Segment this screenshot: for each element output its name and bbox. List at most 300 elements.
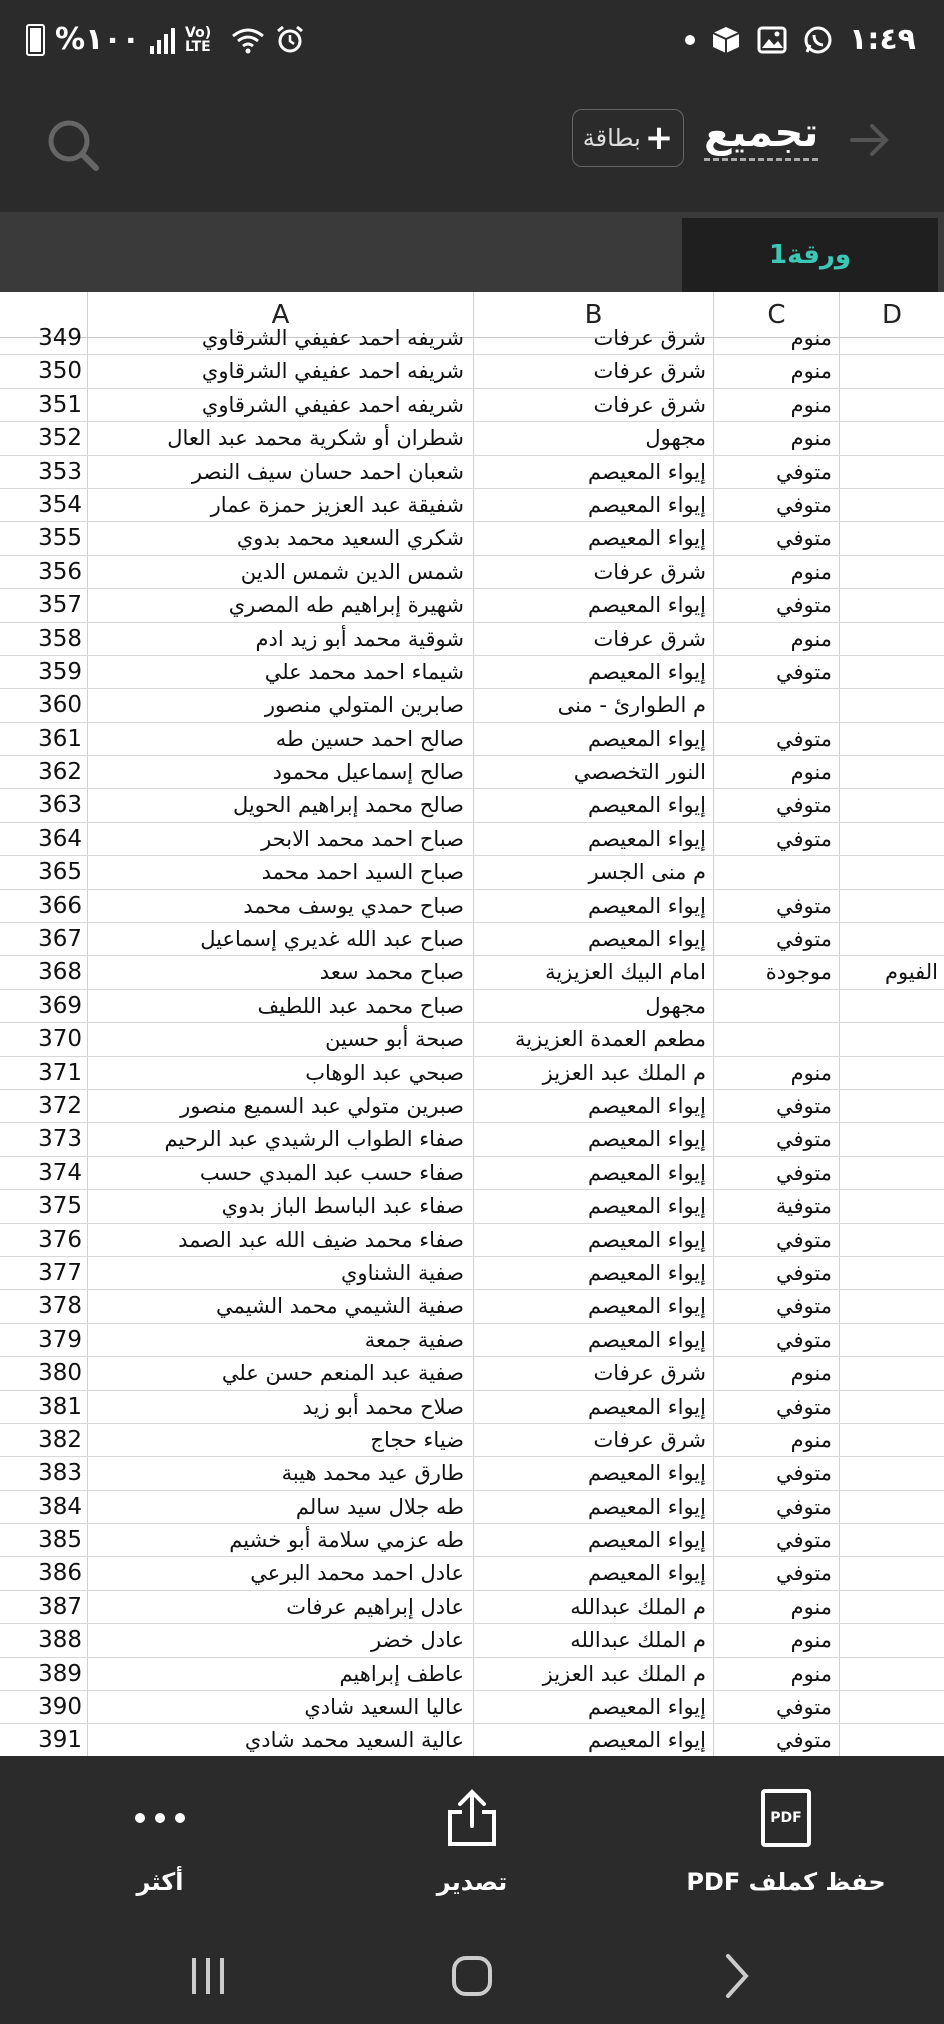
cell-c[interactable]: منوم — [790, 1361, 832, 1386]
cell-a[interactable]: صبرين متولي عبد السميع منصور — [180, 1093, 464, 1118]
cell-a[interactable]: صالح محمد إبراهيم الحويل — [232, 793, 464, 818]
card-button-label: بطاقة — [582, 124, 641, 152]
row-number[interactable]: 389 — [38, 1660, 82, 1687]
table-row[interactable] — [0, 1491, 944, 1524]
table-row[interactable] — [0, 1090, 944, 1123]
cell-d[interactable] — [840, 1491, 944, 1524]
cell-a[interactable]: صفية الشناوي — [340, 1260, 464, 1285]
table-row[interactable] — [0, 456, 944, 489]
cell-c[interactable]: متوفي — [776, 1260, 832, 1285]
cell-a[interactable]: صلاح محمد أبو زيد — [302, 1394, 464, 1419]
cell-d[interactable] — [840, 1157, 944, 1190]
cell-a[interactable]: صالح احمد حسين طه — [275, 726, 464, 751]
table-row[interactable] — [0, 623, 944, 656]
cell-c[interactable]: منوم — [790, 559, 832, 584]
cell-b[interactable]: إيواء المعيصم — [588, 526, 706, 551]
cell-a[interactable]: صبحة أبو حسين — [325, 1027, 464, 1052]
cell-b[interactable]: إيواء المعيصم — [588, 1394, 706, 1419]
cell-c[interactable]: متوفي — [776, 1294, 832, 1319]
cell-c[interactable]: متوفي — [776, 1227, 832, 1252]
cell-c[interactable] — [714, 856, 838, 889]
row-number[interactable]: 368 — [38, 959, 82, 986]
table-row[interactable] — [0, 1157, 944, 1190]
cell-c[interactable]: متوفي — [776, 1327, 832, 1352]
cell-d[interactable] — [840, 1591, 944, 1624]
row-number[interactable]: 360 — [38, 692, 82, 719]
document-title[interactable]: تجميع — [704, 110, 818, 161]
cell-a[interactable]: عاليا السعيد شادي — [304, 1695, 464, 1720]
table-row[interactable] — [0, 1324, 944, 1357]
cell-a[interactable]: شكري السعيد محمد بدوي — [236, 526, 464, 551]
table-row[interactable] — [0, 1224, 944, 1257]
cell-b[interactable]: إيواء المعيصم — [588, 1461, 706, 1486]
table-row[interactable] — [0, 1557, 944, 1590]
row-number[interactable]: 350 — [38, 358, 82, 385]
cell-b[interactable]: إيواء المعيصم — [588, 459, 706, 484]
cell-b[interactable]: م الملك عبد العزيز — [542, 1661, 706, 1686]
cell-a[interactable]: صباح السيد احمد محمد — [261, 860, 464, 885]
cell-a[interactable]: شيماء احمد محمد علي — [264, 659, 464, 684]
table-row[interactable] — [0, 1057, 944, 1090]
plus-icon: + — [644, 118, 674, 158]
cell-b[interactable]: إيواء المعيصم — [588, 1194, 706, 1219]
cell-d[interactable] — [840, 856, 944, 889]
row-number[interactable]: 371 — [38, 1059, 82, 1086]
cell-d[interactable] — [840, 1724, 944, 1756]
cell-a[interactable]: صباح عبد الله غديري إسماعيل — [200, 927, 464, 952]
table-row[interactable] — [0, 723, 944, 756]
cell-d[interactable] — [840, 1324, 944, 1357]
cell-c[interactable]: منوم — [790, 426, 832, 451]
row-number[interactable]: 380 — [38, 1360, 82, 1387]
cell-b[interactable]: إيواء المعيصم — [588, 1127, 706, 1152]
cell-c[interactable]: متوفي — [776, 893, 832, 918]
cell-a[interactable]: شفيقة عبد العزيز حمزة عمار — [210, 492, 464, 517]
row-number[interactable]: 381 — [38, 1393, 82, 1420]
cell-c[interactable]: متوفي — [776, 1494, 832, 1519]
table-row[interactable] — [0, 1424, 944, 1457]
table-row[interactable] — [0, 756, 944, 789]
table-row[interactable] — [0, 389, 944, 422]
toolbar — [0, 88, 944, 212]
cell-c[interactable]: متوفي — [776, 492, 832, 517]
cell-b[interactable]: شرق عرفات — [593, 559, 706, 584]
cell-d[interactable] — [840, 1457, 944, 1490]
row-number[interactable]: 352 — [38, 425, 82, 452]
row-number[interactable]: 369 — [38, 992, 82, 1019]
cell-c[interactable]: متوفي — [776, 1528, 832, 1553]
table-row[interactable] — [0, 890, 944, 923]
table-row[interactable] — [0, 556, 944, 589]
cell-b[interactable]: إيواء المعيصم — [588, 1260, 706, 1285]
cell-c[interactable]: متوفي — [776, 1160, 832, 1185]
status-bar — [0, 0, 944, 88]
cell-b[interactable]: م الملك عبد العزيز — [542, 1060, 706, 1085]
table-row[interactable] — [0, 789, 944, 822]
table-row[interactable] — [0, 589, 944, 622]
cell-d[interactable] — [840, 990, 944, 1023]
column-header-b[interactable]: B — [474, 292, 714, 338]
status-right — [685, 22, 916, 57]
cell-d[interactable] — [840, 823, 944, 856]
table-row[interactable] — [0, 522, 944, 555]
cell-c[interactable]: متوفي — [776, 927, 832, 952]
cell-b[interactable]: إيواء المعيصم — [588, 492, 706, 517]
cell-d[interactable] — [840, 389, 944, 422]
cell-a[interactable]: عادل خضر — [371, 1628, 464, 1653]
cell-c[interactable]: متوفي — [776, 826, 832, 851]
cell-d[interactable] — [840, 1290, 944, 1323]
sheet-rows — [0, 322, 944, 1756]
row-number[interactable]: 377 — [38, 1259, 82, 1286]
table-row[interactable] — [0, 923, 944, 956]
table-row[interactable] — [0, 990, 944, 1023]
row-number[interactable]: 367 — [38, 926, 82, 953]
export-button[interactable] — [362, 1786, 582, 1916]
row-number[interactable]: 351 — [38, 391, 82, 418]
tab-sheet-1[interactable]: ورقة1 — [682, 218, 938, 292]
cell-a[interactable]: صباح احمد محمد الابحر — [261, 826, 464, 851]
cell-a[interactable]: شريفه احمد عفيفي الشرقاوي — [201, 326, 464, 350]
cell-d[interactable] — [840, 422, 944, 455]
cell-d[interactable] — [840, 789, 944, 822]
cell-c[interactable]: متوفي — [776, 1127, 832, 1152]
cell-c[interactable]: منوم — [790, 1427, 832, 1452]
row-number[interactable]: 353 — [38, 458, 82, 485]
cell-a[interactable]: صفاء عبد الباسط الباز بدوي — [221, 1194, 464, 1219]
column-header-c[interactable]: C — [714, 292, 840, 338]
export-label: تصدير — [436, 1868, 508, 1896]
cell-d[interactable] — [840, 723, 944, 756]
table-row[interactable] — [0, 956, 944, 989]
cell-d[interactable] — [840, 556, 944, 589]
cell-d[interactable] — [840, 522, 944, 555]
row-number[interactable]: 366 — [38, 892, 82, 919]
cell-c[interactable]: متوفية — [775, 1194, 832, 1219]
table-row[interactable] — [0, 422, 944, 455]
cell-b[interactable]: إيواء المعيصم — [588, 1294, 706, 1319]
cell-d[interactable] — [840, 1691, 944, 1724]
cell-a[interactable]: صباح محمد سعد — [319, 960, 464, 985]
row-number[interactable]: 354 — [38, 491, 82, 518]
arrow-right-icon[interactable] — [848, 118, 892, 162]
cell-a[interactable]: عادل إبراهيم عرفات — [286, 1594, 464, 1619]
cell-c[interactable]: منوم — [790, 1661, 832, 1686]
cell-c[interactable]: منوم — [790, 326, 832, 350]
cell-d[interactable] — [840, 1424, 944, 1457]
cell-c[interactable]: منوم — [790, 626, 832, 651]
cell-d[interactable] — [840, 1023, 944, 1056]
more-dots-icon — [130, 1808, 190, 1828]
cell-b[interactable]: شرق عرفات — [593, 1427, 706, 1452]
row-number[interactable]: 357 — [38, 592, 82, 619]
table-row[interactable] — [0, 1290, 944, 1323]
battery-percent: %١٠٠ — [55, 22, 140, 57]
sheet-tab-bar — [0, 212, 944, 292]
cell-c[interactable]: متوفي — [776, 1561, 832, 1586]
cell-b[interactable]: م الملك عبدالله — [570, 1594, 706, 1619]
cell-d[interactable] — [840, 489, 944, 522]
row-number[interactable]: 382 — [38, 1426, 82, 1453]
cell-d[interactable] — [840, 1090, 944, 1123]
row-number[interactable]: 388 — [38, 1627, 82, 1654]
cell-b[interactable]: إيواء المعيصم — [588, 1227, 706, 1252]
row-number[interactable]: 356 — [38, 558, 82, 585]
gallery-icon — [757, 26, 787, 54]
cell-b[interactable]: شرق عرفات — [593, 1361, 706, 1386]
table-row[interactable] — [0, 489, 944, 522]
row-number[interactable]: 385 — [38, 1527, 82, 1554]
battery-icon — [26, 24, 45, 56]
cell-d[interactable] — [840, 1190, 944, 1223]
row-number[interactable]: 355 — [38, 525, 82, 552]
cell-a[interactable]: طه عزمي سلامة أبو خشيم — [229, 1528, 464, 1553]
cell-a[interactable]: شمس الدين شمس الدين — [240, 559, 464, 584]
table-row[interactable] — [0, 1457, 944, 1490]
row-number[interactable]: 372 — [38, 1092, 82, 1119]
row-number[interactable]: 376 — [38, 1226, 82, 1253]
cell-a[interactable]: صابرين المتولي منصور — [264, 693, 464, 718]
cell-d[interactable] — [840, 589, 944, 622]
cell-b[interactable]: إيواء المعيصم — [588, 1728, 706, 1753]
cell-d[interactable] — [840, 623, 944, 656]
row-number[interactable]: 384 — [38, 1493, 82, 1520]
cell-b[interactable]: إيواء المعيصم — [588, 893, 706, 918]
cell-c[interactable]: منوم — [790, 1594, 832, 1619]
row-number[interactable]: 386 — [38, 1560, 82, 1587]
table-row[interactable] — [0, 355, 944, 388]
cell-c[interactable] — [714, 689, 838, 722]
cell-b[interactable]: م منى الجسر — [588, 860, 706, 885]
table-row[interactable] — [0, 1190, 944, 1223]
cell-d[interactable] — [840, 1624, 944, 1657]
back-chevron-icon[interactable] — [706, 1946, 766, 2006]
cell-b[interactable]: إيواء المعيصم — [588, 1093, 706, 1118]
more-label: أكثر — [136, 1868, 184, 1896]
row-number[interactable]: 379 — [38, 1326, 82, 1353]
search-icon[interactable] — [44, 116, 102, 174]
table-row[interactable] — [0, 1257, 944, 1290]
cell-b[interactable]: إيواء المعيصم — [588, 927, 706, 952]
notification-dot-icon — [685, 35, 695, 45]
cell-b[interactable]: إيواء المعيصم — [588, 1528, 706, 1553]
cell-a[interactable]: صفية الشيمي محمد الشيمي — [216, 1294, 464, 1319]
cell-a[interactable]: صفاء حسب عبد المبدي حسب — [199, 1160, 464, 1185]
signal-icon — [150, 26, 175, 54]
recent-apps-icon[interactable] — [178, 1946, 238, 2006]
cell-a[interactable]: صفية جمعة — [364, 1327, 464, 1352]
cell-a[interactable]: شطران أو شكرية محمد عبد العال — [167, 426, 464, 451]
cell-c[interactable]: متوفي — [776, 1728, 832, 1753]
table-row[interactable] — [0, 1591, 944, 1624]
cell-c[interactable] — [714, 1023, 838, 1056]
row-number[interactable]: 364 — [38, 825, 82, 852]
cell-b[interactable]: إيواء المعيصم — [588, 1327, 706, 1352]
row-number[interactable]: 361 — [38, 725, 82, 752]
status-left — [26, 22, 305, 57]
home-icon[interactable] — [442, 1946, 502, 2006]
column-header-a[interactable]: A — [88, 292, 474, 338]
cell-a[interactable]: شريفه احمد عفيفي الشرقاوي — [201, 359, 464, 384]
cell-c[interactable]: متوفي — [776, 593, 832, 618]
row-number[interactable]: 391 — [38, 1727, 82, 1754]
table-row[interactable] — [0, 1691, 944, 1724]
table-row[interactable] — [0, 1658, 944, 1691]
cell-b[interactable]: مطعم العمدة العزيزية — [515, 1027, 706, 1052]
cell-a[interactable]: عاطف إبراهيم — [339, 1661, 464, 1686]
cell-d[interactable] — [840, 1391, 944, 1424]
cell-a[interactable]: شوقية محمد أبو زيد ادم — [255, 626, 464, 651]
cell-b[interactable]: إيواء المعيصم — [588, 826, 706, 851]
row-number[interactable]: 365 — [38, 859, 82, 886]
cell-a[interactable]: شريفه احمد عفيفي الشرقاوي — [201, 392, 464, 417]
cell-d[interactable] — [840, 322, 944, 355]
cell-d[interactable] — [840, 1357, 944, 1390]
cell-c[interactable]: متوفي — [776, 1394, 832, 1419]
cell-a[interactable]: شعبان احمد حسان سيف النصر — [191, 459, 464, 484]
cell-b[interactable]: إيواء المعيصم — [588, 726, 706, 751]
table-row[interactable] — [0, 689, 944, 722]
cell-c[interactable]: متوفي — [776, 459, 832, 484]
cell-a[interactable]: صالح إسماعيل محمود — [272, 760, 464, 785]
status-time: ١:٤٩ — [849, 22, 916, 57]
row-number[interactable]: 374 — [38, 1159, 82, 1186]
row-number[interactable]: 373 — [38, 1126, 82, 1153]
cell-c[interactable]: متوفي — [776, 526, 832, 551]
cell-a[interactable]: صباح حمدي يوسف محمد — [243, 893, 464, 918]
save-pdf-label: حفظ كملف PDF — [686, 1868, 886, 1896]
cell-c[interactable]: منوم — [790, 1628, 832, 1653]
table-row[interactable] — [0, 1524, 944, 1557]
cell-b[interactable]: شرق عرفات — [593, 359, 706, 384]
cell-c[interactable]: منوم — [790, 1060, 832, 1085]
cell-d[interactable] — [840, 756, 944, 789]
table-row[interactable] — [0, 823, 944, 856]
cell-d[interactable]: الفيوم — [884, 960, 938, 985]
table-row[interactable] — [0, 1624, 944, 1657]
row-number[interactable]: 362 — [38, 759, 82, 786]
cell-d[interactable] — [840, 355, 944, 388]
cell-a[interactable]: صباح محمد عبد اللطيف — [257, 993, 464, 1018]
more-button[interactable] — [50, 1786, 270, 1916]
cell-a[interactable]: عادل احمد محمد البرعي — [250, 1561, 464, 1586]
cell-b[interactable]: إيواء المعيصم — [588, 1695, 706, 1720]
bottom-action-bar — [0, 1756, 944, 1928]
table-row[interactable] — [0, 1724, 944, 1756]
cell-d[interactable] — [840, 1224, 944, 1257]
cell-d[interactable] — [840, 923, 944, 956]
cell-b[interactable]: مجهول — [645, 426, 706, 451]
row-number[interactable]: 387 — [38, 1593, 82, 1620]
cell-b[interactable]: إيواء المعيصم — [588, 793, 706, 818]
cell-b[interactable]: شرق عرفات — [593, 326, 706, 350]
cell-d[interactable] — [840, 456, 944, 489]
cell-d[interactable] — [840, 689, 944, 722]
cell-b[interactable]: امام البيك العزيزية — [545, 960, 706, 985]
row-number[interactable]: 390 — [38, 1694, 82, 1721]
row-number[interactable]: 358 — [38, 625, 82, 652]
table-row[interactable] — [0, 1357, 944, 1390]
table-row[interactable] — [0, 322, 944, 355]
system-nav-bar — [0, 1928, 944, 2024]
cell-b[interactable]: النور التخصصي — [573, 760, 706, 785]
spreadsheet-grid[interactable] — [0, 292, 944, 1756]
package-icon — [711, 25, 741, 55]
cell-c[interactable]: متوفي — [776, 659, 832, 684]
cell-a[interactable]: صفاء محمد ضيف الله عبد الصمد — [178, 1227, 464, 1252]
cell-b[interactable]: إيواء المعيصم — [588, 659, 706, 684]
row-number[interactable]: 349 — [38, 325, 82, 351]
cell-b[interactable]: م الملك عبدالله — [570, 1628, 706, 1653]
cell-b[interactable]: إيواء المعيصم — [588, 1160, 706, 1185]
cell-c[interactable]: موجودة — [765, 960, 832, 985]
table-row[interactable] — [0, 1391, 944, 1424]
cell-c[interactable]: منوم — [790, 359, 832, 384]
table-row[interactable] — [0, 856, 944, 889]
cell-b[interactable]: شرق عرفات — [593, 626, 706, 651]
cell-a[interactable]: صفية عبد المنعم حسن علي — [221, 1361, 464, 1386]
add-card-button[interactable] — [572, 109, 684, 167]
share-export-icon — [444, 1788, 500, 1848]
row-number[interactable]: 375 — [38, 1193, 82, 1220]
table-row[interactable] — [0, 1023, 944, 1056]
alarm-icon — [275, 25, 305, 55]
cell-d[interactable] — [840, 1257, 944, 1290]
wifi-icon — [231, 26, 265, 54]
cell-c[interactable]: متوفي — [776, 1093, 832, 1118]
cell-a[interactable]: صفاء الطواب الرشيدي عبد الرحيم — [164, 1127, 464, 1152]
cell-c[interactable] — [714, 990, 838, 1023]
save-pdf-button[interactable] — [676, 1786, 896, 1916]
row-number[interactable]: 363 — [38, 792, 82, 819]
cell-d[interactable] — [840, 1057, 944, 1090]
row-number[interactable]: 383 — [38, 1460, 82, 1487]
cell-d[interactable] — [840, 890, 944, 923]
cell-a[interactable]: طه جلال سيد سالم — [295, 1494, 464, 1519]
row-number[interactable]: 370 — [38, 1026, 82, 1053]
cell-a[interactable]: صبحي عبد الوهاب — [305, 1060, 464, 1085]
table-row[interactable] — [0, 1123, 944, 1156]
cell-d[interactable] — [840, 656, 944, 689]
cell-b[interactable]: مجهول — [645, 993, 706, 1018]
cell-d[interactable] — [840, 1524, 944, 1557]
cell-c[interactable]: منوم — [790, 760, 832, 785]
cell-a[interactable]: طارق عيد محمد هيبة — [281, 1461, 464, 1486]
cell-c[interactable]: متوفي — [776, 1695, 832, 1720]
row-number[interactable]: 359 — [38, 658, 82, 685]
cell-a[interactable]: عالية السعيد محمد شادي — [244, 1728, 464, 1753]
cell-a[interactable]: شهيرة إبراهيم طه المصري — [228, 593, 464, 618]
cell-a[interactable]: ضياء حجاج — [370, 1427, 464, 1452]
cell-c[interactable]: متوفي — [776, 793, 832, 818]
cell-b[interactable]: إيواء المعيصم — [588, 1561, 706, 1586]
whatsapp-icon — [803, 25, 833, 55]
network-label: Vo) LTE — [185, 24, 212, 55]
cell-b[interactable]: إيواء المعيصم — [588, 1494, 706, 1519]
cell-d[interactable] — [840, 1557, 944, 1590]
cell-b[interactable]: م الطوارئ - منى — [557, 693, 706, 718]
cell-b[interactable]: شرق عرفات — [593, 392, 706, 417]
cell-c[interactable]: منوم — [790, 392, 832, 417]
cell-c[interactable]: متوفي — [776, 1461, 832, 1486]
cell-d[interactable] — [840, 1123, 944, 1156]
row-number[interactable]: 378 — [38, 1293, 82, 1320]
cell-c[interactable]: متوفي — [776, 726, 832, 751]
cell-d[interactable] — [840, 1658, 944, 1691]
cell-b[interactable]: إيواء المعيصم — [588, 593, 706, 618]
table-row[interactable] — [0, 656, 944, 689]
column-header-d[interactable]: D — [840, 292, 944, 338]
